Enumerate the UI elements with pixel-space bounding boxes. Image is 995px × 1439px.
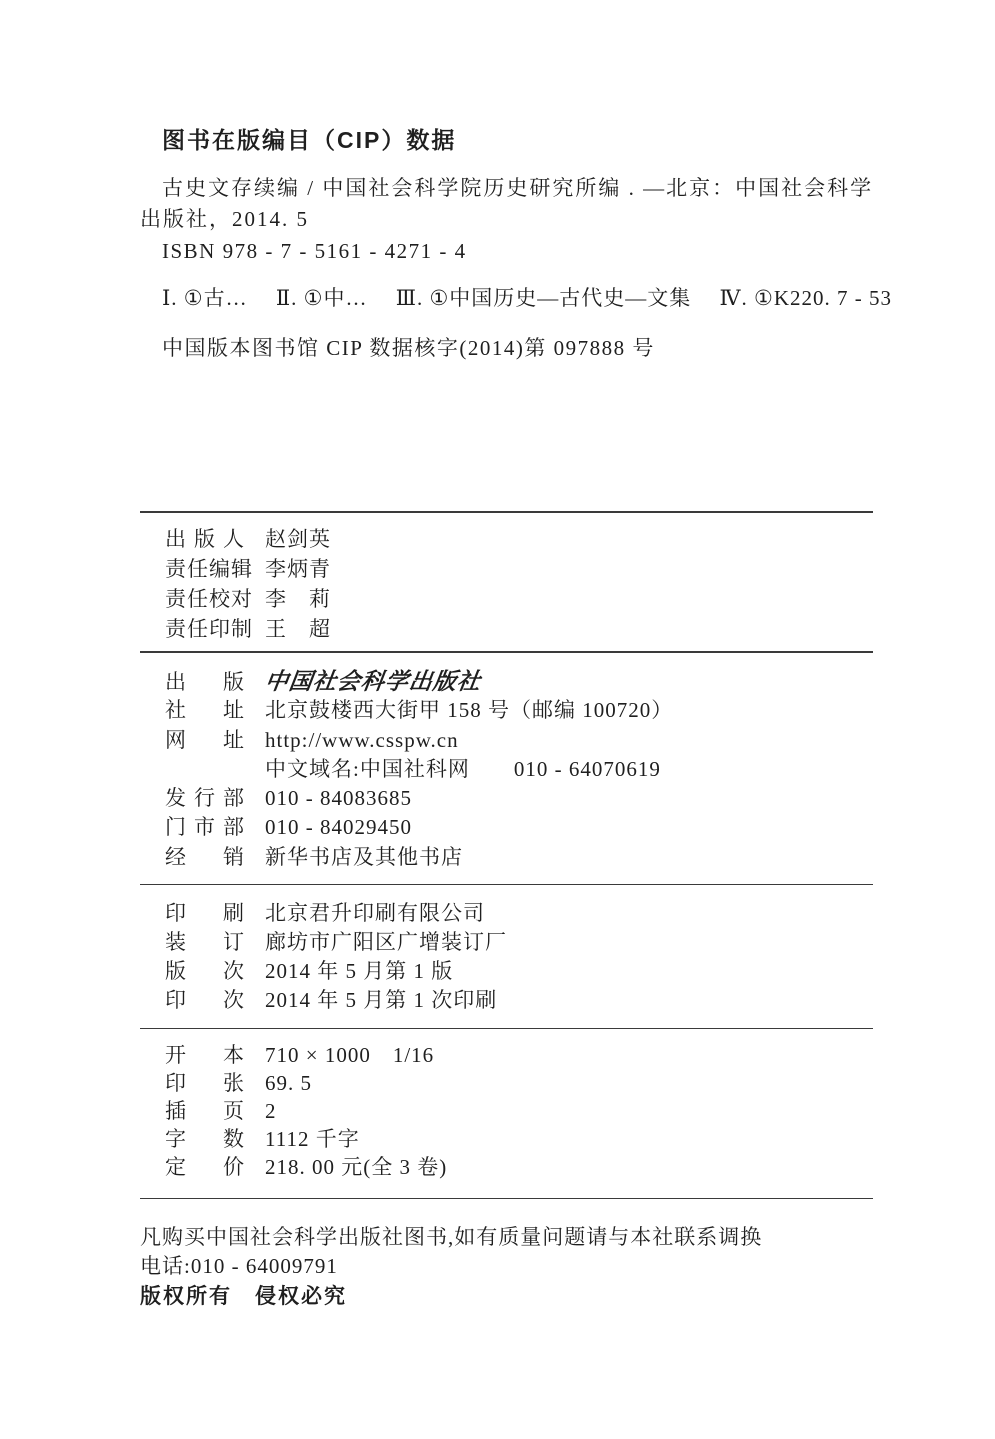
isbn-line: ISBN 978 - 7 - 5161 - 4271 - 4 xyxy=(162,239,467,263)
row-label: 印 刷 xyxy=(165,901,245,925)
row-value: 2014 年 5 月第 1 次印刷 xyxy=(265,988,498,1012)
cip-entry-line-2: 出版社，2014. 5 xyxy=(140,207,309,231)
row-label: 责 任 校 对 xyxy=(165,587,253,611)
retail-dept-row xyxy=(140,813,873,842)
responsible-proofreader-row xyxy=(140,584,873,614)
publisher-person-row xyxy=(140,524,873,554)
row-value: 北京鼓楼西大街甲 158 号（邮编 100720） xyxy=(265,698,674,723)
divider-rule xyxy=(140,651,873,653)
divider-rule xyxy=(140,884,873,885)
impression-row xyxy=(140,986,873,1015)
row-label: 责 任 编 辑 xyxy=(165,557,253,581)
row-label: 装 订 xyxy=(165,930,245,954)
row-value: 69. 5 xyxy=(265,1071,312,1095)
divider-rule xyxy=(140,511,873,513)
row-value: 1112 千字 xyxy=(265,1127,360,1151)
divider-rule xyxy=(140,1028,873,1029)
row-value: 北京君升印刷有限公司 xyxy=(265,901,485,925)
cip-record-number-line: 中国版本图书馆 CIP 数据核字(2014)第 097888 号 xyxy=(162,336,655,360)
divider-rule xyxy=(140,1198,873,1199)
cip-header: 图书在版编目（CIP）数据 xyxy=(162,127,457,153)
publisher-row xyxy=(140,667,873,696)
row-label: 印 张 xyxy=(165,1071,245,1095)
row-value: 李炳青 xyxy=(265,557,331,581)
inserts-row xyxy=(140,1097,873,1125)
service-phone-line: 电话:010 - 64009791 xyxy=(140,1254,338,1278)
row-value: 赵剑英 xyxy=(265,527,331,551)
binding-row xyxy=(140,928,873,957)
row-label: 字 数 xyxy=(165,1127,245,1151)
edition-row xyxy=(140,957,873,986)
row-value: 廊坊市广阳区广增装订厂 xyxy=(265,930,507,954)
publisher-section xyxy=(140,667,873,872)
printer-row xyxy=(140,899,873,928)
publisher-logotype: 中国社会科学出版社 xyxy=(263,669,483,694)
row-label: 社 址 xyxy=(165,698,245,723)
distribution-dept-row xyxy=(140,784,873,813)
printed-sheets-row xyxy=(140,1069,873,1097)
row-label: 经 销 xyxy=(165,844,245,869)
row-label: 开 本 xyxy=(165,1043,245,1067)
cip-classification-line: Ⅰ. ①古… Ⅱ. ①中… Ⅲ. ①中国历史—古代史—文集 Ⅳ. ①K220. 7 - 53 xyxy=(162,286,893,310)
word-count-row xyxy=(140,1125,873,1153)
row-value: 010 - 84083685 xyxy=(265,786,412,811)
row-value: 2014 年 5 月第 1 版 xyxy=(265,959,454,983)
row-value: 王 超 xyxy=(265,617,331,641)
row-value: 2 xyxy=(265,1099,277,1123)
printing-section xyxy=(140,899,873,1015)
website-row xyxy=(140,726,873,755)
row-value: 中文域名:中国社科网 010 - 64070619 xyxy=(265,756,661,781)
row-value: 新华书店及其他书店 xyxy=(265,844,463,869)
row-label: 印 次 xyxy=(165,988,245,1012)
format-section xyxy=(140,1041,873,1181)
row-label: 网 址 xyxy=(165,727,245,752)
staff-section xyxy=(140,524,873,644)
row-label: 出 版 人 xyxy=(165,527,245,551)
row-value: 710 × 1000 1/16 xyxy=(265,1043,435,1067)
row-value: http://www.csspw.cn xyxy=(265,727,459,752)
row-value: 李 莉 xyxy=(265,587,331,611)
row-label: 门 市 部 xyxy=(165,815,245,840)
responsible-editor-row xyxy=(140,554,873,584)
cip-entry-line-1: 古史文存续编 / 中国社会科学院历史研究所编 . —北京：中国社会科学 xyxy=(162,176,874,200)
row-label: 版 次 xyxy=(165,959,245,983)
row-value: 218. 00 元(全 3 卷) xyxy=(265,1155,448,1179)
row-label: 出 版 xyxy=(165,670,245,694)
row-value: 010 - 84029450 xyxy=(265,815,412,840)
sheet-size-row xyxy=(140,1041,873,1069)
quality-notice-line: 凡购买中国社会科学出版社图书,如有质量问题请与本社联系调换 xyxy=(140,1225,763,1249)
row-label: 发 行 部 xyxy=(165,786,245,811)
address-row xyxy=(140,696,873,725)
row-label: 插 页 xyxy=(165,1099,245,1123)
seller-row xyxy=(140,843,873,872)
price-row xyxy=(140,1153,873,1181)
chinese-domain-row xyxy=(140,755,873,784)
copyright-notice: 版权所有 侵权必究 xyxy=(140,1285,347,1308)
responsible-printer-row xyxy=(140,614,873,644)
row-label: 责 任 印 制 xyxy=(165,617,253,641)
row-label: 定 价 xyxy=(165,1155,245,1179)
